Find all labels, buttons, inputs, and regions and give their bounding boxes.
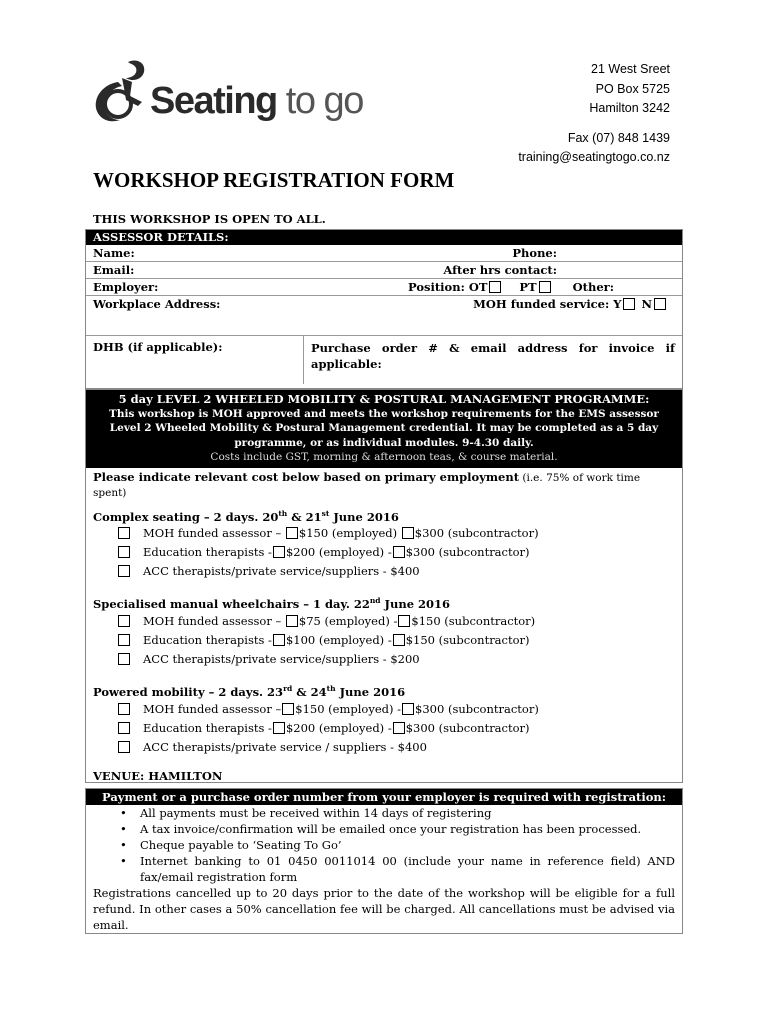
address-po-box: PO Box 5725 <box>595 81 670 96</box>
position-ot-label: Position: OT <box>408 280 488 294</box>
seating-to-go-logo <box>88 56 150 128</box>
option-price: $200 (employed) - <box>285 720 392 735</box>
subcontractor-checkbox[interactable] <box>402 703 414 715</box>
workplace-address-row[interactable] <box>86 296 682 336</box>
assessor-details-section <box>85 229 683 389</box>
option-price: $150 (subcontractor) <box>411 614 536 629</box>
address-city: Hamilton 3242 <box>589 101 670 115</box>
education-therapists-checkbox[interactable] <box>118 546 130 558</box>
powered-mobility-title <box>93 681 675 700</box>
acc-therapists-checkbox[interactable] <box>118 741 130 753</box>
indicate-cost-note <box>93 470 675 500</box>
after-hours-label: After hrs contact: <box>443 263 557 277</box>
subcontractor-checkbox[interactable] <box>398 615 410 627</box>
purchase-order-label: Purchase order # & email address for invoice if applicable: <box>311 341 675 371</box>
section-title-sup: st <box>321 508 330 518</box>
section-title-sup: nd <box>369 596 381 606</box>
programme-header <box>86 390 682 468</box>
acc-therapists-checkbox[interactable] <box>118 565 130 577</box>
section-title-part: & 21 <box>287 509 322 524</box>
section-title-sup: th <box>326 684 336 694</box>
option-row <box>93 738 675 757</box>
option-label: MOH funded assessor – <box>143 701 282 716</box>
subcontractor-checkbox[interactable] <box>393 546 405 558</box>
position-group <box>408 279 614 295</box>
moh-assessor-checkbox[interactable] <box>118 615 130 627</box>
position-pt-label: PT <box>519 280 537 294</box>
section-title-sup: rd <box>283 684 293 694</box>
programme-body <box>86 468 682 783</box>
employed-checkbox[interactable] <box>286 527 298 539</box>
option-price: $300 (subcontractor) <box>405 545 530 560</box>
address-fax: Fax (07) 848 1439 <box>567 130 670 145</box>
subcontractor-checkbox[interactable] <box>393 634 405 646</box>
employed-checkbox[interactable] <box>286 615 298 627</box>
payment-list <box>86 805 682 885</box>
open-to-all-note: THIS WORKSHOP IS OPEN TO ALL. <box>93 212 326 226</box>
logo-figure <box>122 78 142 106</box>
name-label: Name: <box>93 246 135 260</box>
logo-word-togo: to go <box>276 80 363 122</box>
programme-section <box>85 389 683 783</box>
employer-label: Employer: <box>93 280 159 294</box>
option-price: $100 (employed) - <box>285 633 392 648</box>
position-ot-checkbox[interactable] <box>489 281 501 293</box>
option-row <box>93 524 675 543</box>
option-price: $75 (employed) - <box>298 614 398 629</box>
dhb-purchase-row <box>86 336 682 384</box>
option-row <box>93 650 675 669</box>
manual-wheelchairs-title <box>93 593 675 612</box>
payment-section <box>85 788 683 934</box>
option-price: $150 (subcontractor) <box>405 633 530 648</box>
payment-header: Payment or a purchase order number from your employer is required with registration: <box>86 789 682 805</box>
option-price: $300 (subcontractor) <box>414 526 539 541</box>
acc-therapists-checkbox[interactable] <box>118 653 130 665</box>
subcontractor-checkbox[interactable] <box>402 527 414 539</box>
moh-yes-checkbox[interactable] <box>623 298 635 310</box>
indicate-cost-text: Please indicate relevant cost below based on primary employment <box>93 469 520 484</box>
form-title: WORKSHOP REGISTRATION FORM <box>93 168 455 192</box>
email-row[interactable] <box>86 262 682 279</box>
position-other-label: Other: <box>572 280 614 294</box>
section-title-part: June 2016 <box>329 509 399 524</box>
option-price: $150 (employed) - <box>295 701 402 716</box>
education-therapists-checkbox[interactable] <box>118 722 130 734</box>
logo-word-seating: Seating <box>150 80 277 122</box>
venue-label: VENUE: HAMILTON <box>93 768 223 783</box>
option-label: Education therapists - <box>143 720 272 735</box>
payment-bullet: • Cheque payable to ‘Seating To Go’ <box>140 837 682 853</box>
option-label: MOH funded assessor – <box>143 614 282 629</box>
option-price: $200 (employed) - <box>285 545 392 560</box>
programme-desc-2: Level 2 Wheeled Mobility & Postural Management credential. It may be completed as a 5 day <box>109 422 659 434</box>
section-title-part: June 2016 <box>335 684 406 699</box>
dhb-label: DHB (if applicable): <box>93 340 223 354</box>
complex-seating-title <box>93 506 675 525</box>
option-row <box>93 543 675 562</box>
option-label: ACC therapists/private service/suppliers - $400 <box>143 564 420 579</box>
moh-assessor-checkbox[interactable] <box>118 527 130 539</box>
dhb-field[interactable] <box>86 336 304 384</box>
programme-desc-1: This workshop is MOH approved and meets the workshop requirements for the EMS assessor <box>109 407 659 420</box>
payment-bullet: • Internet banking to 01 0450 0011014 00 (include your name in reference field) AND fax/email registration form <box>140 853 682 885</box>
section-title-part: & 24 <box>292 684 327 699</box>
contact-address-block <box>518 60 670 168</box>
programme-costs-note: Costs include GST, morning & afternoon teas, & course material. <box>210 451 558 463</box>
education-therapists-checkbox[interactable] <box>118 634 130 646</box>
moh-no-checkbox[interactable] <box>654 298 666 310</box>
option-row <box>93 631 675 650</box>
email-label: Email: <box>93 263 135 277</box>
workplace-address-label: Workplace Address: <box>93 297 221 311</box>
purchase-order-field[interactable] <box>304 336 682 372</box>
option-label: MOH funded assessor – <box>143 526 282 541</box>
moh-funded-group <box>473 296 668 312</box>
employed-checkbox[interactable] <box>282 703 294 715</box>
logo-wordmark <box>150 80 363 123</box>
option-row <box>93 562 675 581</box>
option-row <box>93 700 675 719</box>
name-phone-row[interactable] <box>86 245 682 262</box>
address-street: 21 West Sreet <box>591 62 670 76</box>
moh-assessor-checkbox[interactable] <box>118 703 130 715</box>
section-title-part: June 2016 <box>380 597 451 612</box>
employed-checkbox[interactable] <box>273 722 285 734</box>
cancellation-policy: Registrations cancelled up to 20 days prior to the date of the workshop will be eligible for a full refund. In other cases a 50% cancellation fee will be charged. All cancellations must be advised via email. <box>93 886 675 932</box>
assessor-details-header: ASSESSOR DETAILS: <box>86 230 682 245</box>
indicate-cost-small: (i.e. 75% of work time spent) <box>93 471 641 499</box>
programme-desc-3: programme, or as individual modules. 9-4.30 daily. <box>234 436 534 449</box>
employed-checkbox[interactable] <box>273 546 285 558</box>
subcontractor-checkbox[interactable] <box>393 722 405 734</box>
option-label: Education therapists - <box>143 545 272 560</box>
option-row <box>93 719 675 738</box>
section-title-part: Specialised manual wheelchairs – 1 day. 22 <box>93 597 370 612</box>
moh-funded-label: MOH funded service: Y <box>473 297 622 311</box>
option-price: $300 (subcontractor) <box>415 701 539 716</box>
option-label: ACC therapists/private service / suppliers - $400 <box>143 739 427 754</box>
payment-bullet: • A tax invoice/confirmation will be emailed once your registration has been processed. <box>140 821 682 837</box>
option-label: ACC therapists/private service/suppliers - $200 <box>143 652 420 667</box>
section-title-sup: th <box>278 508 288 518</box>
payment-bullet: • All payments must be received within 14 days of registering <box>140 805 682 821</box>
logo-swoosh-top <box>126 60 144 80</box>
phone-label: Phone: <box>512 246 557 260</box>
address-email: training@seatingtogo.co.nz <box>518 150 670 164</box>
position-pt-checkbox[interactable] <box>539 281 551 293</box>
option-row <box>93 612 675 631</box>
option-price: $300 (subcontractor) <box>405 720 530 735</box>
programme-title: 5 day LEVEL 2 WHEELED MOBILITY & POSTURAL MANAGEMENT PROGRAMME: <box>118 392 650 406</box>
employed-checkbox[interactable] <box>273 634 285 646</box>
section-title-part: Complex seating – 2 days. 20 <box>93 509 279 524</box>
moh-no-label: N <box>641 297 652 311</box>
option-price: $150 (employed) <box>298 526 398 541</box>
section-title-part: Powered mobility – 2 days. 23 <box>93 684 284 699</box>
option-label: Education therapists - <box>143 633 272 648</box>
employer-row[interactable] <box>86 279 682 296</box>
